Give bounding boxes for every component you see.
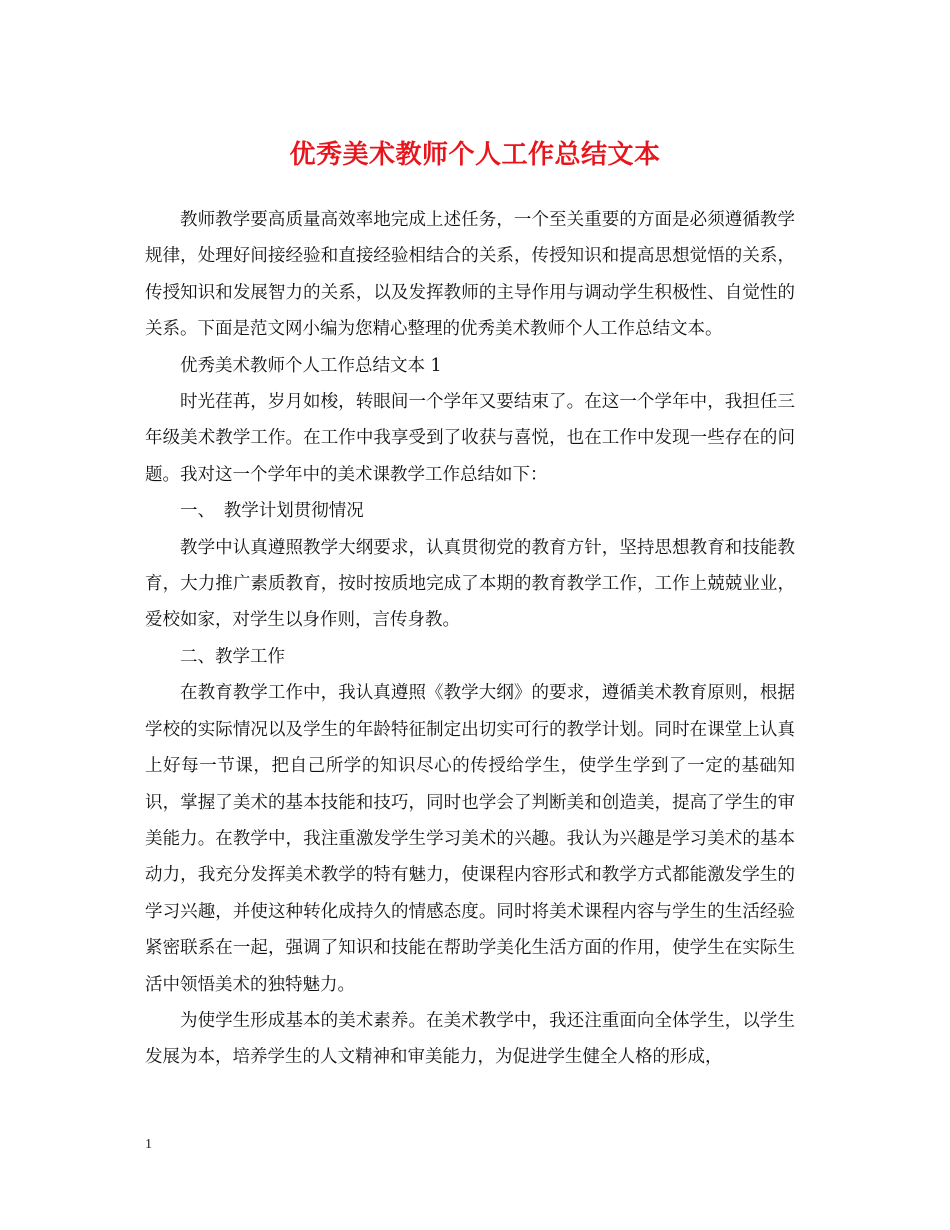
- heading-teaching-work: 二、教学工作: [180, 646, 285, 667]
- paragraph-teaching-plan: 教学中认真遵照教学大纲要求，认真贯彻党的教育方针，坚持思想教育和技能教育，大力推广素质教育，按时按质地完成了本期的教育教学工作，工作上兢兢业业，爱校如家，对学生以身作则，言传身教。: [145, 537, 795, 631]
- paragraph-opening: 时光荏苒，岁月如梭，转眼间一个学年又要结束了。在这一个学年中，我担任三年级美术教学工作。在工作中我享受到了收获与喜悦，也在工作中发现一些存在的问题。我对这一个学年中的美术课教学工作总结如下：: [145, 392, 795, 485]
- document-body: [145, 202, 795, 1076]
- document-title: 优秀美术教师个人工作总结文本: [289, 140, 661, 170]
- page-number: 1: [145, 1137, 152, 1152]
- paragraph-intro: 教师教学要高质量高效率地完成上述任务，一个至关重要的方面是必须遵循教学规律，处理好间接经验和直接经验相结合的关系，传授知识和提高思想觉悟的关系，传授知识和发展智力的关系，以及发挥教师的主导作用与调动学生积极性、自觉性的关系。下面是范文网小编为您精心整理的优秀美术教师个人工作总结文本。: [145, 210, 795, 340]
- paragraph-teaching-work: 在教育教学工作中，我认真遵照《教学大纲》的要求，遵循美术教育原则，根据学校的实际情况以及学生的年龄特征制定出切实可行的教学计划。同时在课堂上认真上好每一节课，把自己所学的知识尽心的传授给学生，使学生学到了一定的基础知识，掌握了美术的基本技能和技巧，同时也学会了判断美和创造美，提高了学生的审美能力。在教学中，我注重激发学生学习美术的兴趣。我认为兴趣是学习美术的基本动力，我充分发挥美术教学的特有魅力，使课程内容形式和教学方式都能激发学生的学习兴趣，并使这种转化成持久的情感态度。同时将美术课程内容与学生的生活经验紧密联系在一起，强调了知识和技能在帮助学美化生活方面的作用，使学生在实际生活中领悟美术的独特魅力。: [145, 683, 795, 995]
- paragraph-art-literacy: 为使学生形成基本的美术素养。在美术教学中，我还注重面向全体学生，以学生发展为本，培养学生的人文精神和审美能力，为促进学生健全人格的形成，: [145, 1010, 795, 1068]
- heading-teaching-plan: 一、 教学计划贯彻情况: [180, 501, 364, 522]
- section-heading-text-1: 优秀美术教师个人工作总结文本 1: [180, 355, 442, 376]
